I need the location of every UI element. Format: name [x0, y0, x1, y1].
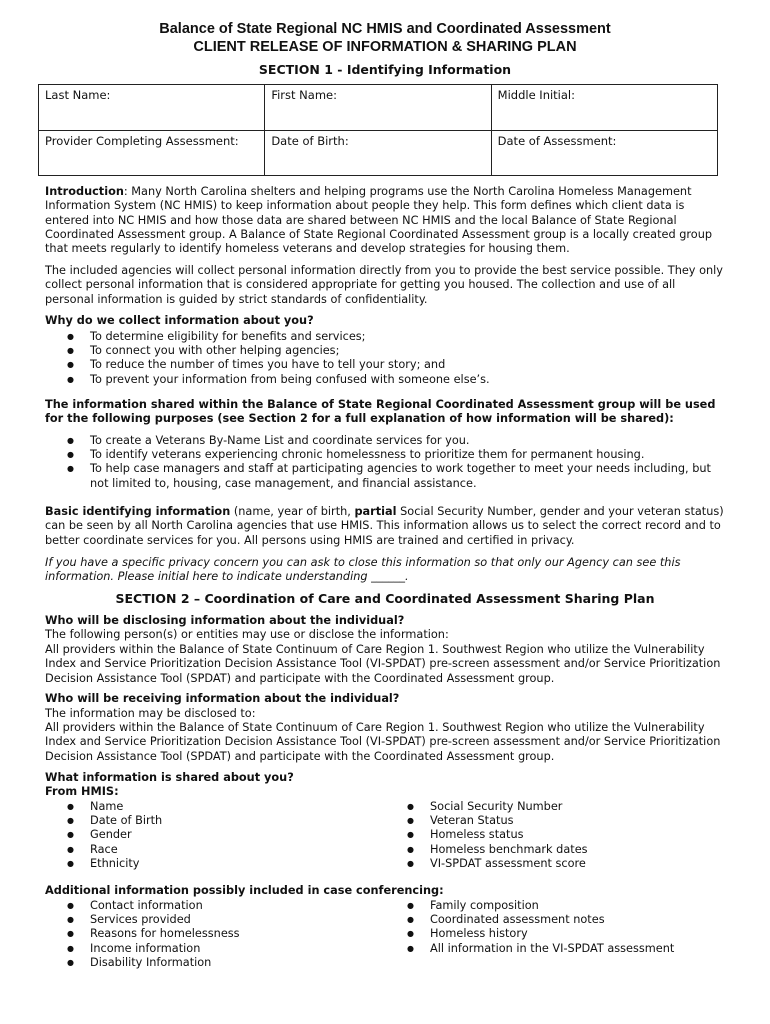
partial-label: partial — [354, 505, 397, 518]
list-item: ● To create a Veterans By-Name List and coordinate services for you. — [45, 434, 725, 448]
hmis-list-left — [45, 800, 385, 871]
disclosing-line: The following person(s) or entities may use or disclose the information: — [45, 628, 449, 641]
dob-field[interactable] — [265, 130, 491, 176]
from-hmis-label: From HMIS: — [45, 785, 119, 798]
introduction-text: : Many North Carolina shelters and helping programs use the North Carolina Homeless Management Information System (NC HMIS) to keep information about people they help. This form defines which client data is entered into NC HMIS and how those data are shared between NC HMIS and the local Balance of State Regional Coordinated Assessment group. A Balance of State Regional Coordinated Assessment group is a locally created group that meets regularly to identify homeless veterans and develop strategies for housing them. — [45, 185, 713, 256]
disclosing-text: All providers within the Balance of State Continuum of Care Region 1. Southwest Region who utilize the Vulnerability Index and Service Prioritization Decision Assistance Tool (VI-SPDAT) pre-screen assessment and/or Service Prioritization Decision Assistance Tool (SPDAT) and participate with the Coordinated Assessment group. — [45, 643, 721, 685]
list-item: ● All information in the VI-SPDAT assessment — [385, 942, 725, 956]
list-item: ● Ethnicity — [45, 857, 385, 871]
sharing-purposes-heading: The information shared within the Balance of State Regional Coordinated Assessment group will be used for the following purposes (see Section 2 for a full explanation of how information will be shared): — [45, 398, 716, 426]
section2-title: SECTION 2 – Coordination of Care and Coordinated Assessment Sharing Plan — [115, 591, 655, 606]
provider-field[interactable] — [39, 130, 265, 176]
list-item: ● To prevent your information from being confused with someone else’s. — [45, 373, 725, 387]
assessment-date-label: Date of Assessment: — [497, 133, 617, 148]
list-item: ● Name — [45, 800, 385, 814]
first-name-field[interactable] — [265, 85, 491, 131]
list-item: ● Homeless history — [385, 927, 725, 941]
list-item: ● To connect you with other helping agencies; — [45, 344, 725, 358]
list-item: ● Services provided — [45, 913, 385, 927]
list-item: ● Coordinated assessment notes — [385, 913, 725, 927]
list-item: ● Date of Birth — [45, 814, 385, 828]
list-item: ● Homeless benchmark dates — [385, 843, 725, 857]
list-item: ● To determine eligibility for benefits and services; — [45, 330, 725, 344]
list-item: ● Social Security Number — [385, 800, 725, 814]
additional-info-heading: Additional information possibly included in case conferencing: — [45, 884, 444, 897]
privacy-note: If you have a specific privacy concern you can ask to close this information so that only our Agency can see this information. Please initial here to indicate understanding ______. — [45, 556, 681, 584]
list-item: ● Family composition — [385, 899, 725, 913]
introduction-paragraph — [45, 185, 725, 256]
list-item: ● Income information — [45, 942, 385, 956]
list-item: ● VI-SPDAT assessment score — [385, 857, 725, 871]
additional-list-left — [45, 899, 385, 970]
why-collect-list — [45, 330, 725, 387]
first-name-label: First Name: — [271, 88, 337, 102]
what-info-heading: What information is shared about you? — [45, 771, 294, 784]
list-item: ● To help case managers and staff at participating agencies to work together to meet your needs including, but not limited to, housing, case management, and financial assistance. — [45, 462, 725, 490]
receiving-line: The information may be disclosed to: — [45, 707, 256, 720]
basic-info-text: (name, year of birth, — [230, 505, 355, 518]
introduction-label: Introduction — [45, 185, 124, 198]
last-name-label: Last Name: — [45, 88, 111, 102]
section1-title: SECTION 1 - Identifying Information — [258, 62, 512, 77]
last-name-field[interactable] — [39, 85, 265, 131]
list-item: ● To identify veterans experiencing chronic homelessness to prioritize them for permanent housing. — [45, 448, 725, 462]
provider-label: Provider Completing Assessment: — [45, 133, 239, 148]
basic-info-paragraph — [45, 505, 725, 548]
list-item: ● Race — [45, 843, 385, 857]
sharing-purposes-list — [45, 434, 725, 491]
receiving-heading: Who will be receiving information about the individual? — [45, 692, 400, 705]
middle-initial-label: Middle Initial: — [497, 88, 575, 102]
list-item: ● Reasons for homelessness — [45, 927, 385, 941]
list-item: ● Contact information — [45, 899, 385, 913]
list-item: ● To reduce the number of times you have to tell your story; and — [45, 358, 725, 372]
identifying-info-table — [38, 84, 718, 176]
disclosing-heading: Who will be disclosing information about the individual? — [45, 614, 405, 627]
hmis-list-right — [385, 800, 725, 871]
list-item: ● Veteran Status — [385, 814, 725, 828]
dob-label: Date of Birth: — [271, 133, 349, 148]
document-title: Balance of State Regional NC HMIS and Coordinated Assessment — [159, 21, 611, 37]
list-item: ● Disability Information — [45, 956, 385, 970]
document-subtitle: CLIENT RELEASE OF INFORMATION & SHARING PLAN — [193, 39, 577, 55]
assessment-date-field[interactable] — [491, 130, 717, 176]
receiving-text: All providers within the Balance of State Continuum of Care Region 1. Southwest Region who utilize the Vulnerability Index and Service Prioritization Decision Assistance Tool (VI-SPDAT) pre-screen assessment and/or Service Prioritization Decision Assistance Tool (SPDAT) and participate with the Coordinated Assessment group. — [45, 721, 721, 763]
list-item: ● Gender — [45, 828, 385, 842]
middle-initial-field[interactable] — [491, 85, 717, 131]
introduction-paragraph-2: The included agencies will collect personal information directly from you to provide the best service possible. They only collect personal information that is considered appropriate for getting you housed. The collection and use of all personal information is guided by strict standards of confidentiality. — [45, 264, 723, 306]
why-collect-heading: Why do we collect information about you? — [45, 314, 314, 327]
basic-info-label: Basic identifying information — [45, 505, 231, 518]
additional-list-right — [385, 899, 725, 956]
list-item: ● Homeless status — [385, 828, 725, 842]
basic-info-text-2: Social Security Number, gender and your veteran status) can be seen by all North Carolina agencies that use HMIS. This information allows us to select the correct record and to better coordinate services for you. All persons using HMIS are trained and certified in privacy. — [45, 505, 724, 547]
